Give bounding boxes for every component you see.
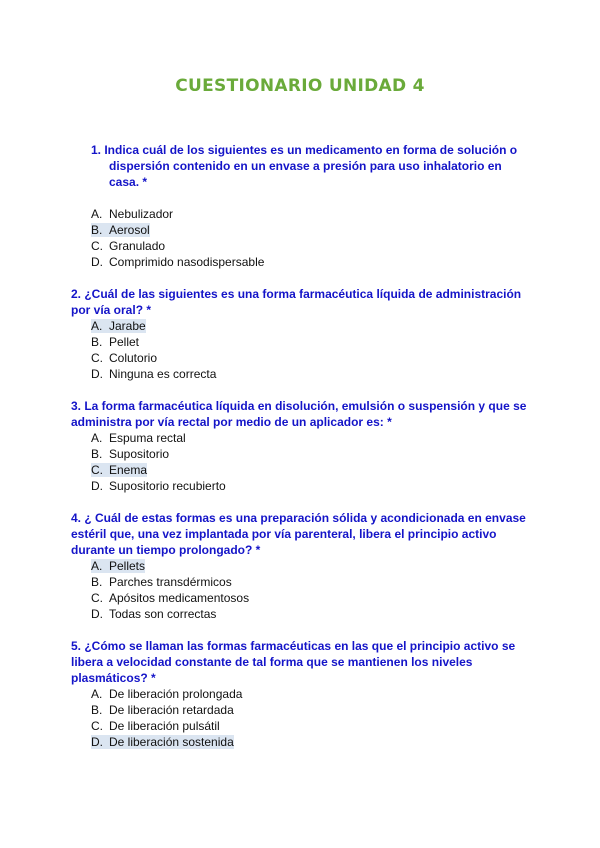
page-title: CUESTIONARIO UNIDAD 4 [175, 76, 425, 96]
question-1 [71, 142, 531, 270]
question-4 [71, 510, 531, 622]
option-2c[interactable]: C. Colutorio [91, 351, 158, 365]
option-2a[interactable]: A. Jarabe [91, 319, 146, 333]
option-1b[interactable]: B. Aerosol [91, 223, 150, 237]
question-5 [71, 638, 531, 750]
question-2-options [71, 318, 531, 382]
question-2-text: 2. ¿Cuál de las siguientes es una forma farmacéutica líquida de administración por vía oral? * [71, 287, 522, 317]
option-3c[interactable]: C. Enema [91, 463, 148, 477]
question-2 [71, 286, 531, 382]
question-5-options [71, 686, 531, 750]
question-3-options [71, 430, 531, 494]
question-3-text: 3. La forma farmacéutica líquida en disolución, emulsión o suspensión y que se administra por vía rectal por medio de un aplicador es: * [71, 399, 527, 429]
question-4-text: 4. ¿ Cuál de estas formas es una preparación sólida y acondicionada en envase estéril que, una vez implantada por vía parenteral, libera el principio activo durante un tiempo prolongado? * [71, 511, 526, 557]
option-1a[interactable]: A. Nebulizador [91, 207, 174, 221]
question-5-text: 5. ¿Cómo se llaman las formas farmacéuticas en las que el principio activo se libera a velocidad constante de tal forma que se mantienen los niveles plasmáticos? * [71, 639, 516, 685]
question-1-options [71, 206, 531, 270]
option-3d[interactable]: D. Supositorio recubierto [91, 479, 226, 493]
option-4b[interactable]: B. Parches transdérmicos [91, 575, 232, 589]
option-2d[interactable]: D. Ninguna es correcta [91, 367, 217, 381]
option-5c[interactable]: C. De liberación pulsátil [91, 719, 220, 733]
option-4c[interactable]: C. Apósitos medicamentosos [91, 591, 250, 605]
question-1-text: 1. Indica cuál de los siguientes es un medicamento en forma de solución o dispersión contenido en un envase a presión para uso inhalatorio en casa. * [91, 143, 518, 189]
option-4d[interactable]: D. Todas son correctas [91, 607, 217, 621]
option-1c[interactable]: C. Granulado [91, 239, 166, 253]
option-3b[interactable]: B. Supositorio [91, 447, 170, 461]
option-1d[interactable]: D. Comprimido nasodispersable [91, 255, 265, 269]
option-3a[interactable]: A. Espuma rectal [91, 431, 186, 445]
question-3 [71, 398, 531, 494]
option-5d[interactable]: D. De liberación sostenida [91, 735, 234, 749]
option-5b[interactable]: B. De liberación retardada [91, 703, 234, 717]
option-4a[interactable]: A. Pellets [91, 559, 146, 573]
option-2b[interactable]: B. Pellet [91, 335, 140, 349]
option-5a[interactable]: A. De liberación prolongada [91, 687, 243, 701]
question-4-options [71, 558, 531, 622]
